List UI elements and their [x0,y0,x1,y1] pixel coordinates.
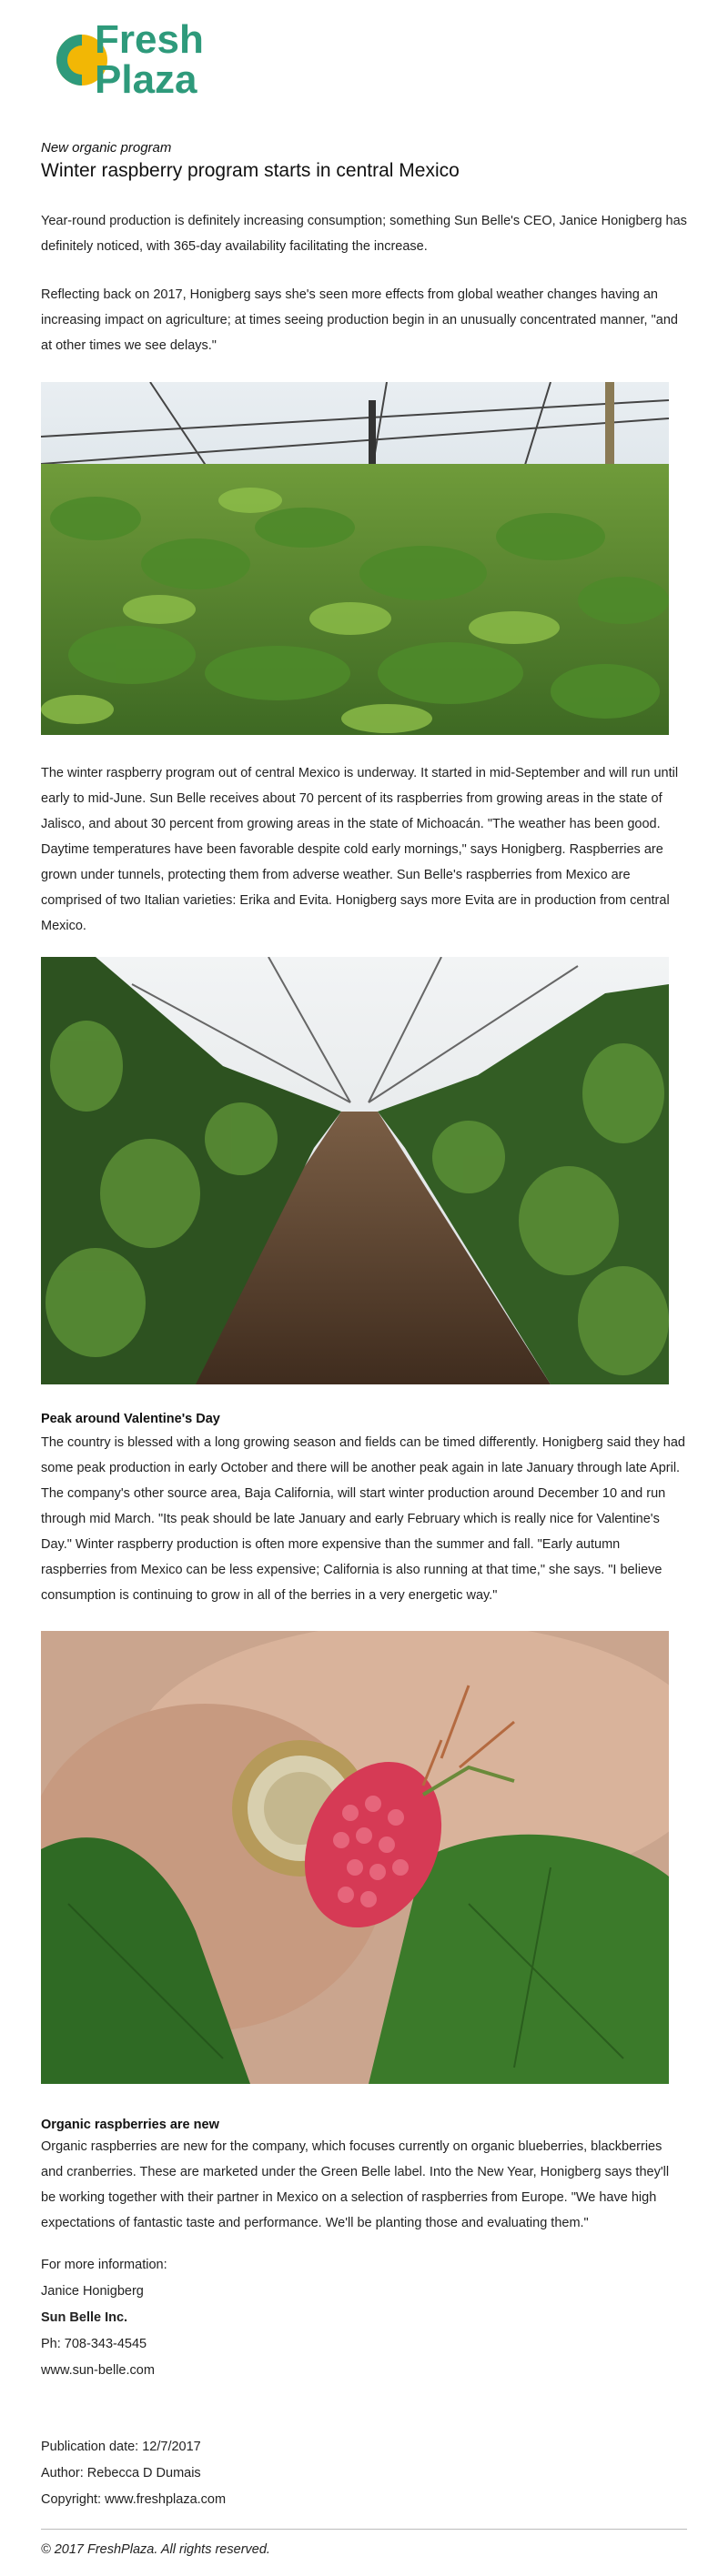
article-meta [41,2434,226,2513]
article-copyright: Copyright: www.freshplaza.com [41,2492,227,2507]
freshplaza-logo[interactable] [47,15,275,106]
contact-company: Sun Belle Inc. [41,2310,128,2325]
article-paragraph: The country is blessed with a long growing season and fields can be timed differently. Honigberg said they had some peak production in early October and there will be another peak again in late January through late April. The company's other source area, Baja California, will start winter production around December 10 and run through mid March. "Its peak should be late January and early February which is really nice for Valentine's Day." Winter raspberry production is often more expensive than the summer and fall. "Early autumn raspberries from Mexico can be less expensive; California is also running at that time," she says. "I believe consumption is continuing to grow in all of the berries in a very energetic way." [41,1435,685,1603]
article-intro: Year-round production is definitely increasing consumption; something Sun Belle's CEO, Janice Honigberg has definitely noticed, with 365-day availability facilitating the increase. [41,214,687,254]
logo-text-plaza: Plaza [95,57,197,102]
contact-website-link[interactable]: www.sun-belle.com [41,2363,155,2378]
article-author: Author: Rebecca D Dumais [41,2466,201,2480]
section-heading: Peak around Valentine's Day [41,1412,220,1426]
article-paragraph: Organic raspberries are new for the company, which focuses currently on organic blueberries, blackberries and cranberries. These are marketed under the Green Belle label. Into the New Year, Honigberg says they'll be working together with their partner in Mexico on a selection of raspberries from Europe. "We have high expectations of fantastic taste and performance. We'll be planting those and evaluating them." [41,2139,670,2230]
article-kicker: New organic program [41,140,172,156]
contact-phone: Ph: 708-343-4545 [41,2337,147,2351]
raspberry-tunnel-row-photo [41,957,669,1384]
raspberry-with-coin-photo [41,1631,669,2084]
article-paragraph: The winter raspberry program out of central Mexico is underway. It started in mid-September and will run until early to mid-June. Sun Belle receives about 70 percent of its raspberries from growing areas in the state of Jalisco, and about 30 percent from growing areas in the state of Michoacán. "The weather has been good. Daytime temperatures have been favorable despite cold early mornings," says Honigberg. Raspberries are grown under tunnels, protecting them from adverse weather. Sun Belle's raspberries from Mexico are comprised of two Italian varieties: Erika and Evita. Honigberg says more Evita are in production from central Mexico. [41,766,679,933]
publication-date: Publication date: 12/7/2017 [41,2440,201,2454]
article-title: Winter raspberry program starts in central Mexico [41,160,460,181]
contact-name: Janice Honigberg [41,2284,144,2299]
contact-heading: For more information: [41,2258,167,2272]
raspberry-plants-photo [41,382,669,735]
contact-block [41,2252,167,2384]
article-paragraph: Reflecting back on 2017, Honigberg says she's seen more effects from global weather changes having an increasing impact on agriculture; at times seeing production begin in an unusually concentrated manner, "and at other times we see delays." [41,287,678,353]
section-heading: Organic raspberries are new [41,2118,219,2132]
logo-text-fresh: Fresh [95,17,204,62]
footer-copyright: © 2017 FreshPlaza. All rights reserved. [41,2542,270,2557]
footer-divider [41,2529,687,2530]
